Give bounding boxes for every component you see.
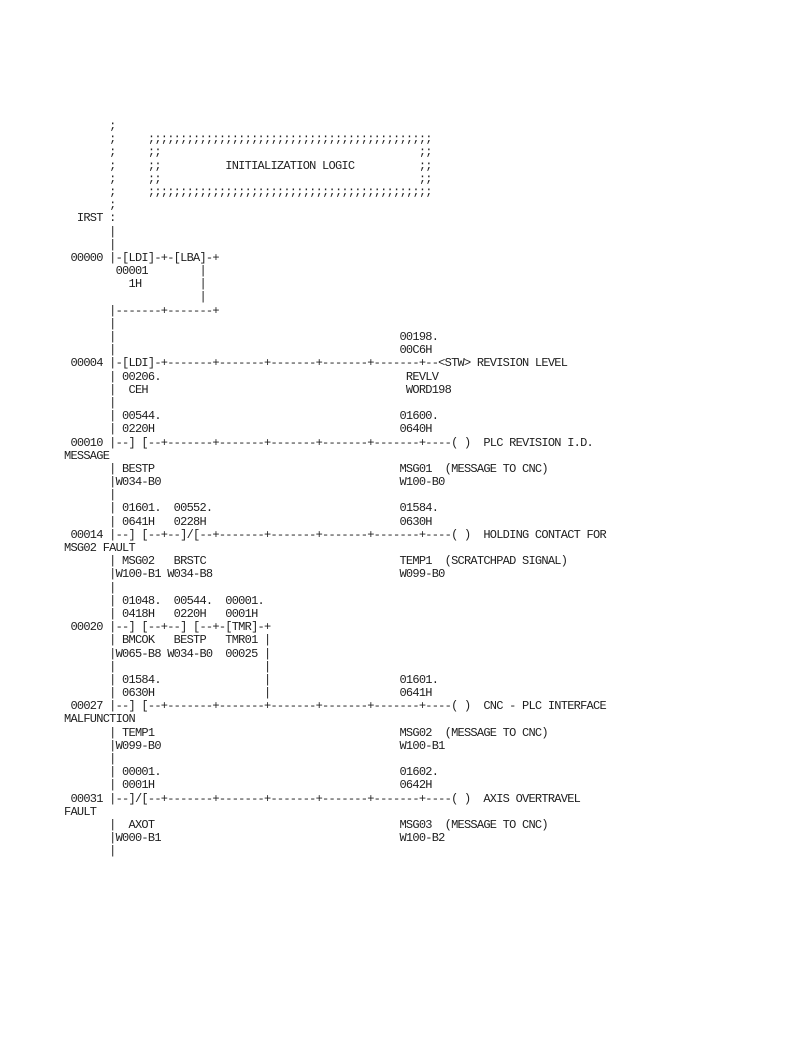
listing-line: | BMCOK BESTP TMR01 | [64,633,271,648]
listing-line: |W065-B8 W034-B0 00025 | [64,646,271,661]
listing-line: ; ;; ;; [64,171,432,186]
listing-line: | [64,395,116,410]
listing-line: | 00544. 01600. [64,409,439,424]
listing-line: 1H | [64,277,206,292]
listing-line: | 0220H 0640H [64,422,432,437]
listing-line: | 00C6H [64,343,432,358]
listing-line: | [64,290,206,305]
listing-line: | 01048. 00544. 00001. [64,593,264,608]
listing-line: |W000-B1 W100-B2 [64,831,445,846]
listing-line: | 0001H 0642H [64,778,432,793]
listing-line: 00014 |--] [--+--]/[--+-------+-------+-------+-------+----( ) HOLDING CONTACT FOR [64,527,606,542]
listing-line: | MSG02 BRSTC TEMP1 (SCRATCHPAD SIGNAL) [64,554,568,569]
listing-line: | [64,580,116,595]
listing-line: 00020 |--] [--+--] [--+-[TMR]-+ [64,620,271,635]
listing-line: | 0630H | 0641H [64,686,432,701]
listing-line: 00031 |--]/[--+-------+-------+-------+-------+-------+----( ) AXIS OVERTRAVEL [64,791,581,806]
listing-line: 00004 |-[LDI]-+-------+-------+-------+-------+-------+--<STW> REVISION LEVEL [64,356,568,371]
listing-line: MESSAGE [64,448,110,463]
listing-line: | 0418H 0220H 0001H [64,606,258,621]
listing-line: | CEH WORD198 [64,382,452,397]
listing-line: 00001 | [64,264,206,279]
listing-line: | [64,844,116,859]
listing-line: | [64,224,116,239]
listing-line: | 0641H 0228H 0630H [64,514,432,529]
listing-line: 00027 |--] [--+-------+-------+-------+-------+-------+----( ) CNC - PLC INTERFACE [64,699,606,714]
listing-line: | [64,237,116,252]
listing-line: | AXOT MSG03 (MESSAGE TO CNC) [64,817,548,832]
listing-line: ; [64,119,116,133]
listing-line: | 01584. | 01601. [64,672,439,687]
listing-line: MALFUNCTION [64,712,135,727]
listing-line: |W034-B0 W100-B0 [64,475,445,490]
listing-line: 00000 |-[LDI]-+-[LBA]-+ [64,250,219,265]
listing-line: | TEMP1 MSG02 (MESSAGE TO CNC) [64,725,548,740]
listing-line: | [64,488,116,503]
listing-line: | 01601. 00552. 01584. [64,501,439,516]
listing-line: ; ;;;;;;;;;;;;;;;;;;;;;;;;;;;;;;;;;;;;;;;;;;;; [64,184,432,199]
listing-line: FAULT [64,804,97,819]
listing-line: |W100-B1 W034-B8 W099-B0 [64,567,445,582]
listing-line: | 00001. 01602. [64,765,439,780]
listing-line: ; ;; ;; [64,145,432,160]
listing-line: ; ;; INITIALIZATION LOGIC ;; [64,158,432,173]
listing-line: | 00198. [64,330,439,344]
listing-line: | BESTP MSG01 (MESSAGE TO CNC) [64,461,548,476]
listing-line: | [64,752,116,766]
listing-line: 00010 |--] [--+-------+-------+-------+-------+-------+----( ) PLC REVISION I.D. [64,435,593,450]
listing-line: IRST : [64,211,116,226]
listing-line: |-------+-------+ [64,303,219,318]
listing-line: ; [64,198,116,213]
listing-line: ; ;;;;;;;;;;;;;;;;;;;;;;;;;;;;;;;;;;;;;;;;;;;; [64,132,432,147]
listing-line: | | [64,659,271,674]
listing-line: | [64,316,116,331]
listing-line: MSG02 FAULT [64,541,135,555]
ladder-logic-listing [64,120,606,859]
listing-line: | 00206. REVLV [64,369,439,384]
listing-line: |W099-B0 W100-B1 [64,738,445,753]
